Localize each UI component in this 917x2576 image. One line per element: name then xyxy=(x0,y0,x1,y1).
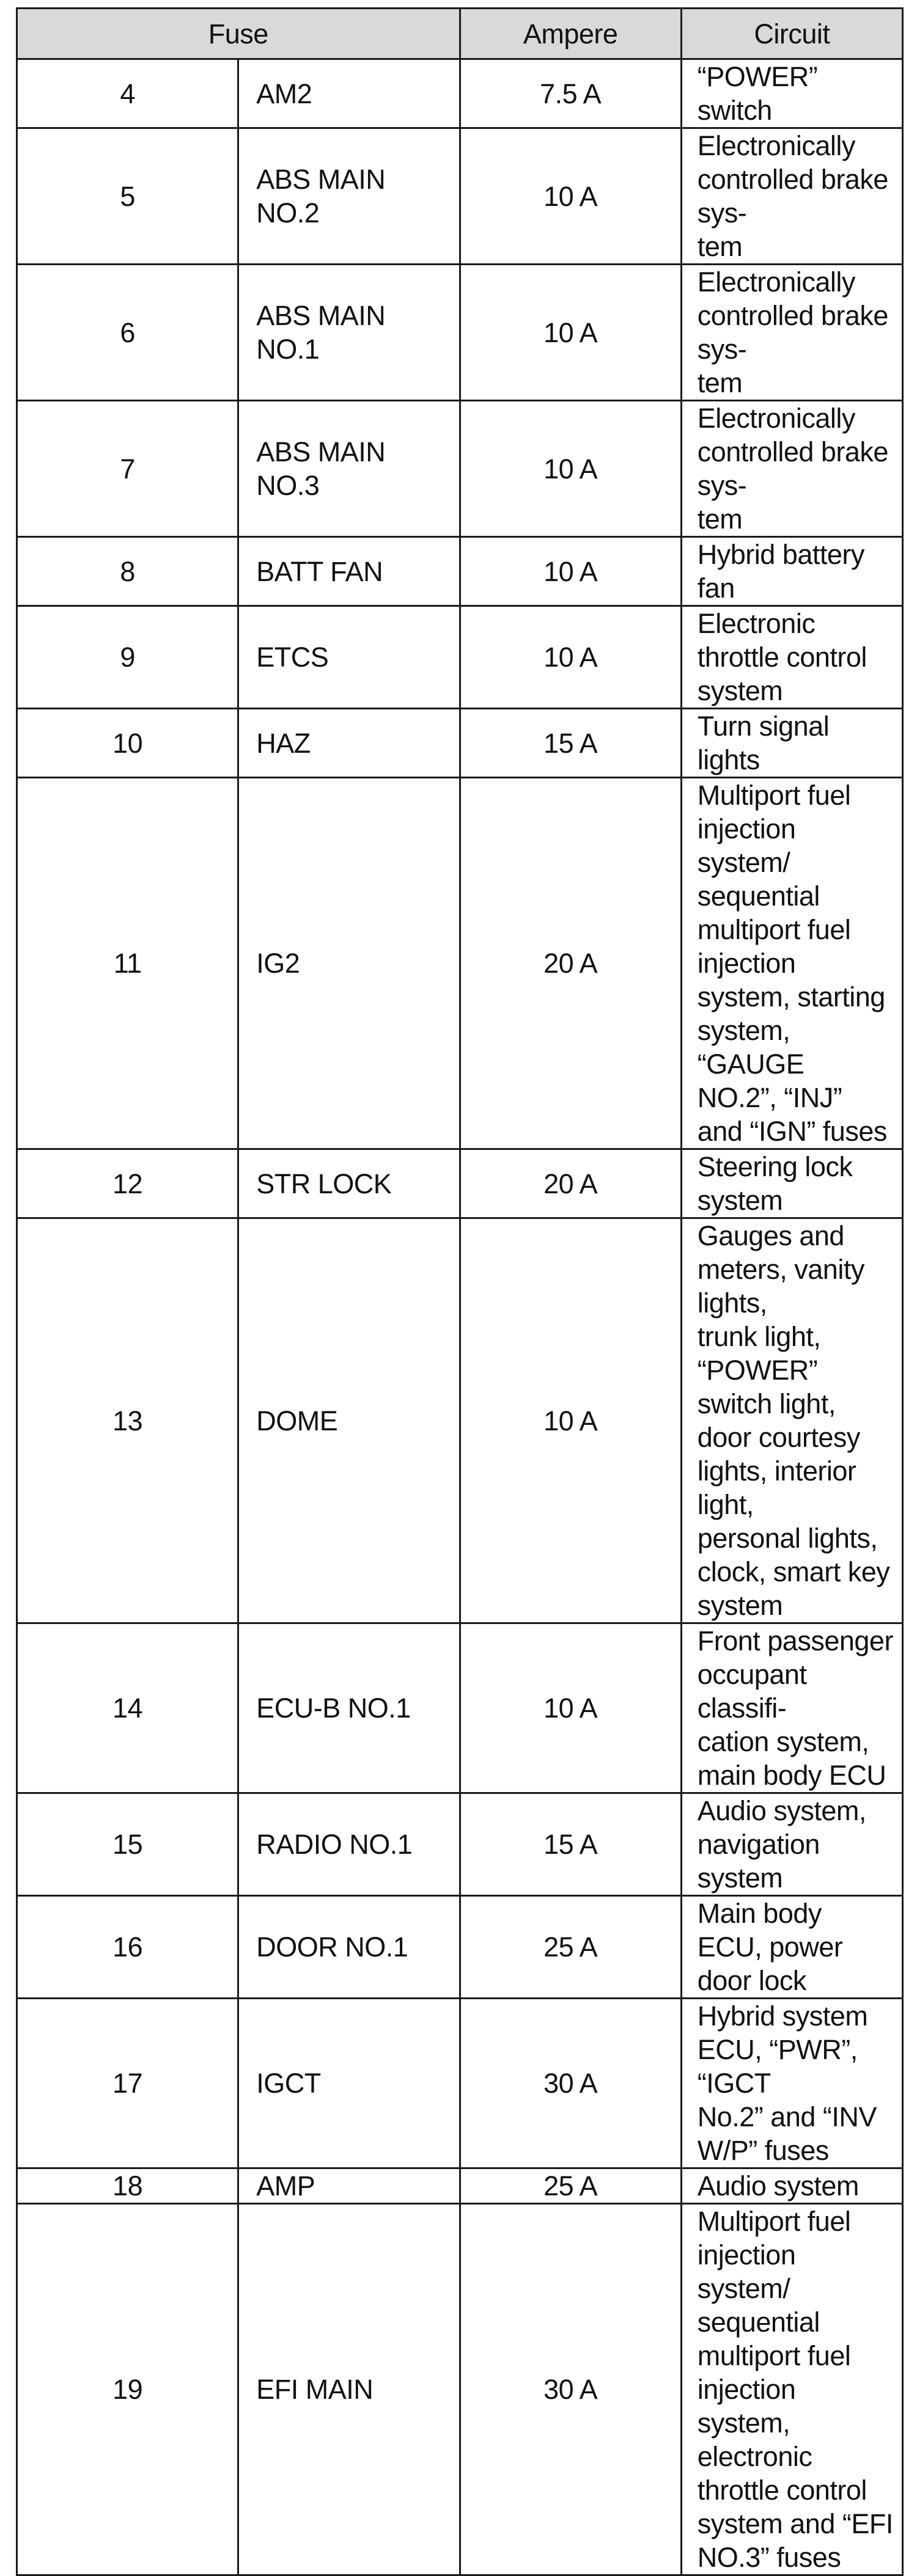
fuse-name: IGCT xyxy=(256,2068,321,2099)
fuse-circuit: Audio system xyxy=(697,2170,859,2201)
fuse-circuit-cell xyxy=(681,128,902,265)
fuse-name: HAZ xyxy=(256,727,311,759)
fuse-name: DOME xyxy=(256,1405,338,1436)
fuse-number: 14 xyxy=(17,1623,238,1793)
fuse-number: 10 xyxy=(17,709,238,778)
fuse-name: BATT FAN xyxy=(256,555,383,587)
fuse-name-cell xyxy=(238,1623,460,1793)
table-row xyxy=(17,1896,903,1999)
fuse-ampere: 25 A xyxy=(460,1896,681,1999)
fuse-number: 18 xyxy=(17,2168,238,2204)
fuse-name-cell xyxy=(238,709,460,778)
fuse-ampere: 25 A xyxy=(460,2168,681,2204)
fuse-number: 9 xyxy=(17,606,238,709)
table-row xyxy=(17,2204,903,2575)
fuse-ampere: 10 A xyxy=(460,606,681,709)
fuse-circuit: Hybrid battery fan xyxy=(697,539,864,604)
fuse-name: ABS MAIN NO.1 xyxy=(256,300,386,365)
table-row xyxy=(17,709,903,778)
fuse-ampere: 20 A xyxy=(460,778,681,1149)
fuse-circuit: Multiport fuel injection system/ sequential multiport fuel injection system, electronic throttle control system and “EFI NO.3” fuses xyxy=(697,2206,893,2573)
table-row xyxy=(17,778,903,1149)
fuse-circuit-cell xyxy=(681,2204,902,2575)
table-row xyxy=(17,606,903,709)
table-body xyxy=(17,59,903,2575)
fuse-ampere: 10 A xyxy=(460,128,681,265)
fuse-circuit-cell xyxy=(681,1218,902,1623)
fuse-name: DOOR NO.1 xyxy=(256,1931,408,1963)
fuse-name-cell xyxy=(238,59,460,128)
fuse-name-cell xyxy=(238,1218,460,1623)
fuse-circuit: Main body ECU, power door lock xyxy=(697,1898,843,1996)
fuse-table xyxy=(16,7,904,2576)
fuse-name: AM2 xyxy=(256,78,312,109)
table-row xyxy=(17,537,903,606)
fuse-ampere: 10 A xyxy=(460,401,681,537)
fuse-circuit-cell xyxy=(681,1896,902,1999)
fuse-name-cell xyxy=(238,1793,460,1896)
fuse-ampere: 10 A xyxy=(460,265,681,401)
fuse-name-cell xyxy=(238,537,460,606)
table-row xyxy=(17,2168,903,2204)
fuse-circuit-cell xyxy=(681,2168,902,2204)
table-row xyxy=(17,1218,903,1623)
fuse-name-cell xyxy=(238,2168,460,2204)
fuse-circuit: Steering lock system xyxy=(697,1151,853,1216)
fuse-circuit: Front passenger occupant classifi- cation system, main body ECU xyxy=(697,1625,893,1791)
fuse-name-cell xyxy=(238,1999,460,2168)
header-ampere: Ampere xyxy=(460,9,681,59)
fuse-name-cell xyxy=(238,778,460,1149)
header-circuit: Circuit xyxy=(681,9,902,59)
fuse-circuit: Electronic throttle control system xyxy=(697,608,867,706)
header-row xyxy=(17,9,903,59)
fuse-circuit: Electronically controlled brake sys- tem xyxy=(697,266,888,398)
fuse-circuit-cell xyxy=(681,709,902,778)
fuse-circuit-cell xyxy=(681,1623,902,1793)
fuse-circuit-cell xyxy=(681,537,902,606)
fuse-circuit: Gauges and meters, vanity lights, trunk light, “POWER” switch light, door courtesy lights, interior light, personal lights, clock, smart key system xyxy=(697,1220,890,1621)
fuse-name: ABS MAIN NO.2 xyxy=(256,164,386,229)
fuse-name-cell xyxy=(238,401,460,537)
table-row xyxy=(17,128,903,265)
table-row xyxy=(17,1793,903,1896)
fuse-number: 5 xyxy=(17,128,238,265)
fuse-ampere: 30 A xyxy=(460,2204,681,2575)
fuse-name-cell xyxy=(238,265,460,401)
fuse-circuit: Electronically controlled brake sys- tem xyxy=(697,130,888,262)
table-row xyxy=(17,59,903,128)
fuse-name-cell xyxy=(238,606,460,709)
fuse-ampere: 10 A xyxy=(460,1623,681,1793)
fuse-number: 19 xyxy=(17,2204,238,2575)
fuse-name-cell xyxy=(238,1149,460,1218)
fuse-name: STR LOCK xyxy=(256,1168,392,1199)
fuse-name: ABS MAIN NO.3 xyxy=(256,436,386,501)
fuse-ampere: 10 A xyxy=(460,537,681,606)
fuse-circuit-cell xyxy=(681,1999,902,2168)
fuse-number: 6 xyxy=(17,265,238,401)
fuse-number: 13 xyxy=(17,1218,238,1623)
fuse-number: 15 xyxy=(17,1793,238,1896)
fuse-name: ETCS xyxy=(256,642,329,673)
fuse-name: EFI MAIN xyxy=(256,2374,374,2405)
fuse-circuit-cell xyxy=(681,401,902,537)
fuse-number: 7 xyxy=(17,401,238,537)
fuse-ampere: 15 A xyxy=(460,1793,681,1896)
table-row xyxy=(17,1623,903,1793)
fuse-circuit: Turn signal lights xyxy=(697,711,830,775)
fuse-circuit-cell xyxy=(681,778,902,1149)
fuse-number: 4 xyxy=(17,59,238,128)
fuse-name: ECU-B NO.1 xyxy=(256,1692,411,1724)
fuse-circuit: Electronically controlled brake sys- tem xyxy=(697,403,888,535)
fuse-circuit-cell xyxy=(681,606,902,709)
fuse-circuit-cell xyxy=(681,1793,902,1896)
fuse-name: RADIO NO.1 xyxy=(256,1829,413,1860)
fuse-circuit-cell xyxy=(681,265,902,401)
fuse-number: 8 xyxy=(17,537,238,606)
fuse-ampere: 7.5 A xyxy=(460,59,681,128)
table-row xyxy=(17,265,903,401)
fuse-name: IG2 xyxy=(256,948,300,979)
fuse-ampere: 10 A xyxy=(460,1218,681,1623)
fuse-number: 11 xyxy=(17,778,238,1149)
fuse-circuit-cell xyxy=(681,59,902,128)
fuse-ampere: 20 A xyxy=(460,1149,681,1218)
fuse-ampere: 30 A xyxy=(460,1999,681,2168)
fuse-number: 17 xyxy=(17,1999,238,2168)
table-row xyxy=(17,401,903,537)
fuse-name-cell xyxy=(238,1896,460,1999)
fuse-number: 12 xyxy=(17,1149,238,1218)
table-row xyxy=(17,1149,903,1218)
fuse-circuit-cell xyxy=(681,1149,902,1218)
fuse-name-cell xyxy=(238,2204,460,2575)
fuse-circuit: Audio system, navigation system xyxy=(697,1795,866,1894)
fuse-ampere: 15 A xyxy=(460,709,681,778)
fuse-circuit: “POWER” switch xyxy=(697,61,818,126)
fuse-name: AMP xyxy=(256,2170,315,2201)
fuse-number: 16 xyxy=(17,1896,238,1999)
header-fuse: Fuse xyxy=(17,9,460,59)
table-row xyxy=(17,1999,903,2168)
fuse-name-cell xyxy=(238,128,460,265)
fuse-circuit: Multiport fuel injection system/ sequential multiport fuel injection system, starting system, “GAUGE NO.2”, “INJ” and “IGN” fuses xyxy=(697,780,887,1147)
fuse-circuit: Hybrid system ECU, “PWR”, “IGCT No.2” and “INV W/P” fuses xyxy=(697,2000,877,2166)
